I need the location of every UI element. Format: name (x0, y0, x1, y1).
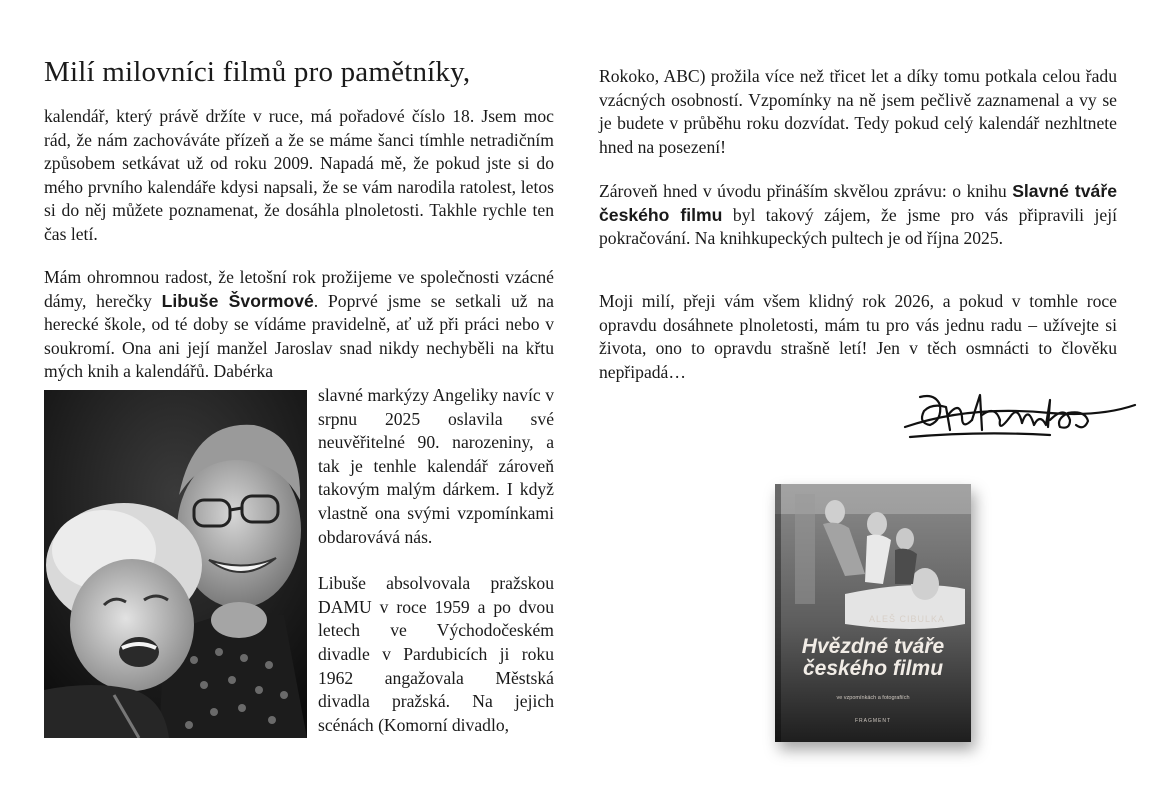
book-cover-photo (775, 484, 971, 742)
photo-image (44, 390, 307, 738)
paragraph-book-news (599, 180, 1117, 251)
book-author: ALEŠ CIBULKA (868, 614, 945, 624)
book-title-line: Hvězdné tváře (801, 635, 945, 658)
paragraph-text: byl takový zájem, že jsme pro vás připravili její pokračování. Na knihkupeckých pultech je od října 2025. (599, 204, 1118, 249)
paragraph-continuation: Rokoko, ABC) prožila více než třicet let a díky tomu potkala celou řadu vzácných osobností. Vzpomínky na ně jsem pečlivě zaznamenal a vy se je budete v průběhu roku dozvídat. Tedy pokud celý kalendář nezhltnete hned na posezení! (599, 66, 1117, 157)
paragraph-text: Zároveň hned v úvodu přináším skvělou zprávu: o knihu (599, 181, 1013, 201)
book-title (775, 636, 971, 680)
book-cover (775, 484, 971, 742)
paragraph-career: Libuše absolvovala pražskou DAMU v roce 1959 a po dvou letech ve Východočeském divadle v Pardubicích ji roku 1962 angažovala Městská divadla pražská. Na jejich scénách (Komorní divadlo, (318, 573, 554, 735)
paragraph-svormova (44, 266, 554, 384)
book-title-line: českého filmu (802, 657, 944, 680)
book-publisher: FRAGMENT (854, 718, 892, 724)
photo-svormova-cibulka (44, 390, 307, 738)
book-title-mention: Slavné tváře českého filmu (599, 181, 1117, 225)
book-subtitle: ve vzpomínkách a fotografiích (836, 695, 910, 701)
paragraph-text: slavné markýzy Angeliky navíc v srpnu 2025 oslavila své neuvěřitelné 90. narozeniny, a tak je tenhle kalendář zároveň takovým malým dárkem. I když vlastně ona svými vzpomínkami obdarovává nás. (318, 385, 554, 547)
actress-name: Libuše Švormové (161, 290, 314, 311)
letter-heading: Milí milovníci filmů pro pamětníky, (44, 56, 471, 88)
paragraph-text: . Poprvé jsme se setkali už na herecké škole, od té doby se vídáme pravidelně, ať už při práci nebo v soukromí. Ona ani její manžel Jaroslav snad nikdy nechyběli na křtu mých knih a kalendářů. Dabérka (44, 290, 554, 382)
paragraph-closing: Moji milí, přeji vám všem klidný rok 2026, a pokud v tomhle roce opravdu dosáhnete plnoletosti, mám tu pro vás jednu radu – užívejte si života, ono to opravdu strašně letí! Jen v těch osmnácti to člověku nepřipadá… (599, 291, 1117, 382)
signature-image (900, 375, 1140, 465)
book-spine (775, 484, 781, 742)
paragraph-text: Mám ohromnou radost, že letošní rok prožijeme ve společnosti vzácné dámy, herečky (44, 267, 554, 311)
paragraph-angelika (318, 384, 554, 737)
paragraph-intro: kalendář, který právě držíte v ruce, má pořadové číslo 18. Jsem moc rád, že nám zachováváte přízeň a že se máme šanci tímhle netradičním způsobem setkávat už od roku 2009. Napadá mě, že pokud jste si do mého prvního kalendáře kdysi napsali, že se vám narodila ratolest, letos si do něj můžete poznamenat, že dosáhla plnoletosti. Takhle rychle ten čas letí. (44, 106, 554, 244)
